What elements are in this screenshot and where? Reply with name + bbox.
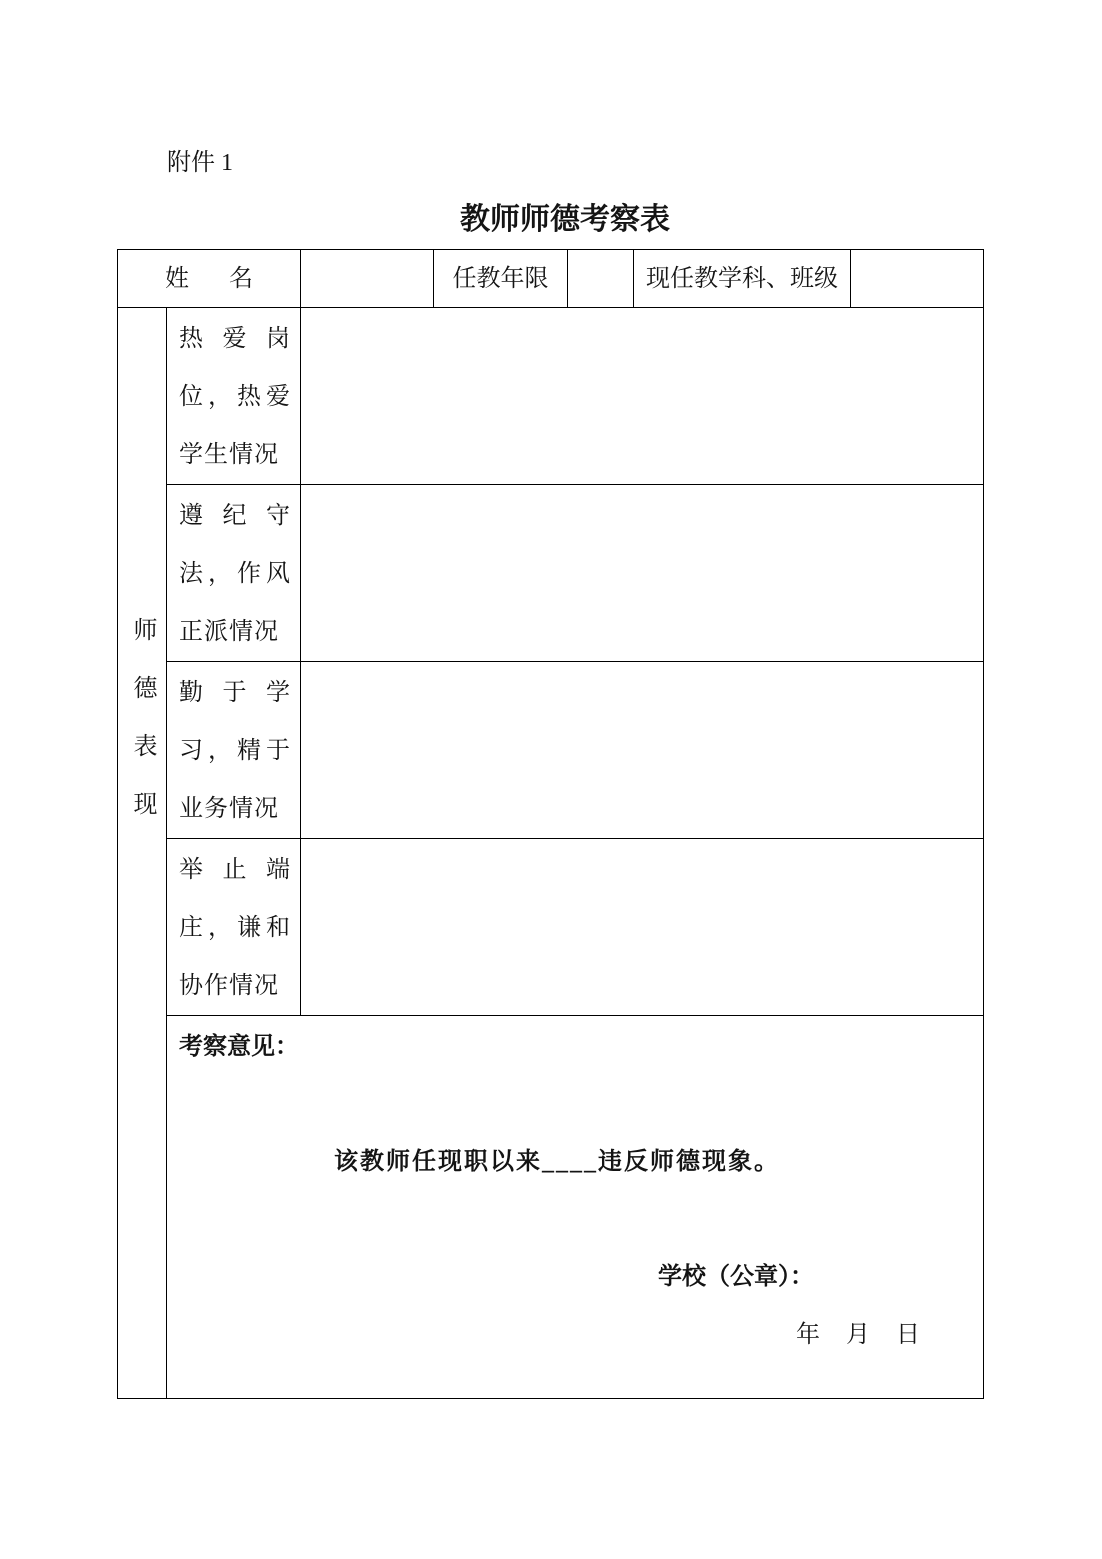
criterion-label-cell [167, 662, 301, 839]
criterion-line: 热爱岗 [179, 326, 290, 352]
criterion-value-cell [301, 839, 984, 1016]
criterion-row [118, 485, 984, 662]
name-label: 姓名 [165, 265, 253, 292]
criterion-label [167, 839, 300, 1015]
teaching-years-label: 任教年限 [452, 265, 549, 292]
review-statement: 该教师任现职以来____违反师德现象。 [334, 1149, 780, 1175]
ethics-review-table [117, 249, 984, 1399]
header-row [118, 250, 984, 308]
name-value-cell [301, 250, 434, 308]
name-label-cell [118, 250, 301, 308]
teaching-years-label-cell [434, 250, 568, 308]
criterion-value-cell [301, 308, 984, 485]
criterion-line: 习，精于 [179, 738, 290, 764]
criterion-line: 庄，谦和 [179, 915, 290, 941]
criterion-label [167, 308, 300, 484]
criterion-row [118, 308, 984, 485]
criterion-value-cell [301, 485, 984, 662]
criterion-row [118, 839, 984, 1016]
criterion-line: 举止端 [179, 857, 290, 883]
criterion-line: 协作情况 [179, 973, 279, 999]
criterion-line: 法，作风 [179, 561, 290, 587]
subject-class-label-cell [634, 250, 851, 308]
review-opinion-box [167, 1016, 983, 1396]
school-seal-label: 学校（公章）： [658, 1264, 814, 1290]
subject-class-value-cell [851, 250, 984, 308]
criterion-line: 业务情况 [179, 796, 279, 822]
attachment-label: 附件 1 [167, 150, 233, 176]
criterion-label-cell [167, 308, 301, 485]
criterion-line: 位，热爱 [179, 384, 290, 410]
review-row [118, 1016, 984, 1399]
criterion-row [118, 662, 984, 839]
review-opinion-cell [167, 1016, 984, 1399]
form-title: 教师师德考察表 [460, 202, 670, 237]
criterion-line: 遵纪守 [179, 503, 290, 529]
subject-class-label: 现任教学科、班级 [646, 265, 838, 292]
criterion-label-cell [167, 839, 301, 1016]
section-label-cell [118, 308, 167, 1399]
criterion-label [167, 662, 300, 838]
criterion-value-cell [301, 662, 984, 839]
criterion-line: 正派情况 [179, 619, 279, 645]
teaching-years-value-cell [568, 250, 634, 308]
criterion-line: 勤于学 [179, 680, 290, 706]
criterion-label [167, 485, 300, 661]
criterion-label-cell [167, 485, 301, 662]
review-heading: 考察意见： [179, 1034, 299, 1060]
criterion-line: 学生情况 [179, 442, 279, 468]
date-label: 年 月 日 [796, 1322, 920, 1348]
section-label: 师德表现 [129, 617, 155, 849]
